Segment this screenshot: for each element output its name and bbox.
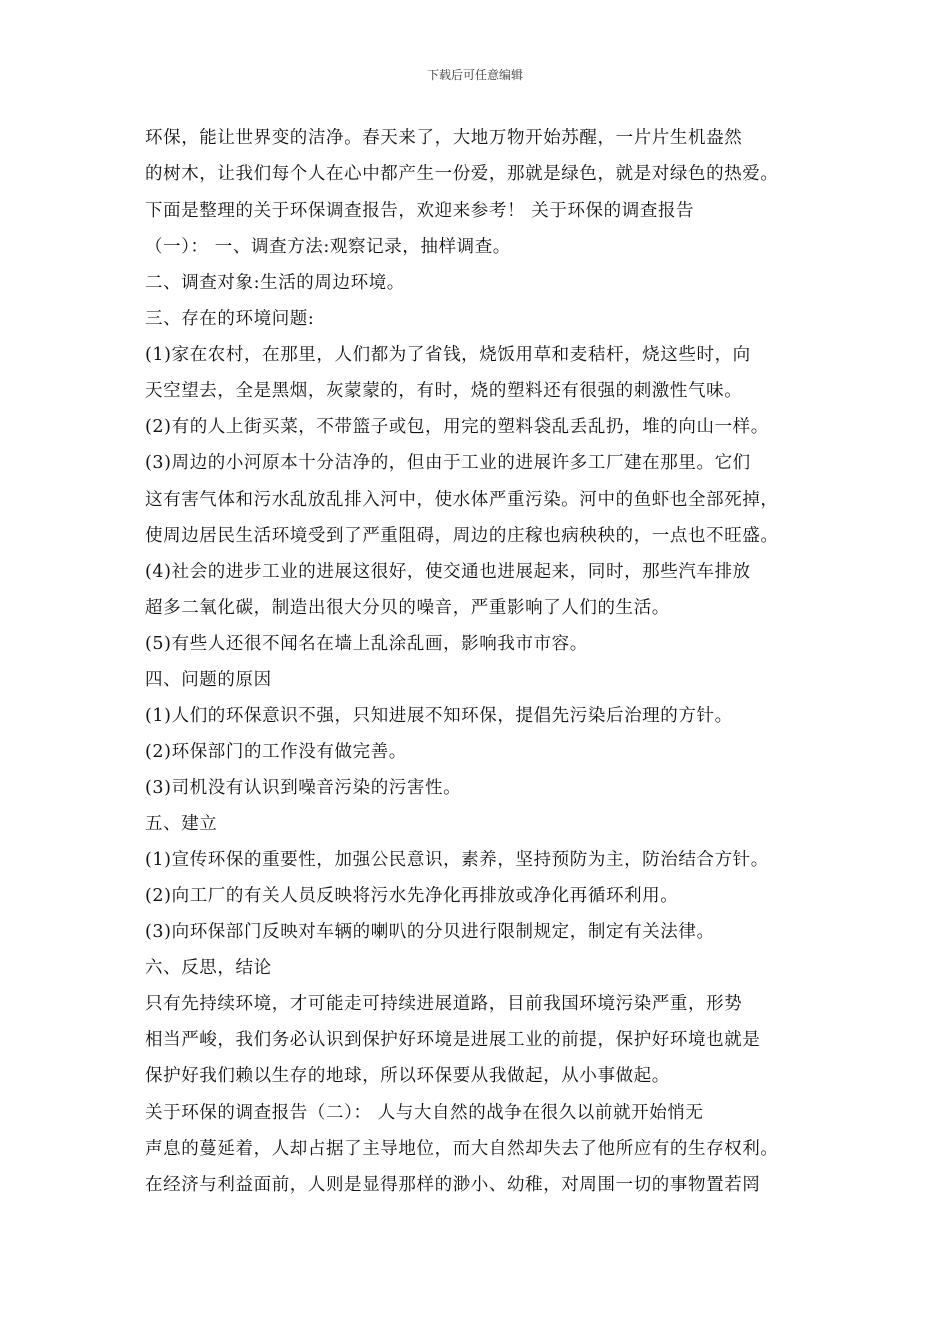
paragraph-line: 环保，能让世界变的洁净。春天来了，大地万物开始苏醒，一片片生机盎然: [145, 128, 743, 148]
paragraph-line: 天空望去，全是黑烟，灰蒙蒙的，有时，烧的塑料还有很强的刺激性气味。: [145, 381, 743, 401]
section-heading: 五、建立: [145, 814, 218, 834]
section-heading: 四、问题的原因: [145, 670, 272, 690]
paragraph-line: (5)有些人还很不闻名在墙上乱涂乱画，影响我市市容。: [145, 634, 588, 654]
paragraph-line: (2)环保部门的工作没有做完善。: [145, 742, 407, 762]
paragraph-line: (4)社会的进步工业的进展这很好，使交通也进展起来，同时，那些汽车排放: [145, 562, 751, 582]
paragraph-line: 下面是整理的关于环保调查报告，欢迎来参考！ 关于环保的调查报告: [145, 201, 695, 221]
paragraph-line: 在经济与利益面前，人则是显得那样的渺小、幼稚，对周围一切的事物置若罔: [145, 1175, 761, 1195]
paragraph-line: (2)向工厂的有关人员反映将污水先净化再排放或净化再循环利用。: [145, 886, 679, 906]
paragraph-line: 只有先持续环境，才可能走可持续进展道路，目前我国环境污染严重，形势: [145, 994, 743, 1014]
paragraph-line: (1)人们的环保意识不强，只知进展不知环保，提倡先污染后治理的方针。: [145, 706, 733, 726]
section-heading: 六、反思，结论: [145, 958, 272, 978]
paragraph-line: 的树木，让我们每个人在心中都产生一份爱，那就是绿色，就是对绿色的热爱。: [145, 164, 779, 184]
paragraph-line: (2)有的人上街买菜，不带篮子或包，用完的塑料袋乱丢乱扔，堆的向山一样。: [145, 417, 769, 437]
paragraph-line: 超多二氧化碳，制造出很大分贝的噪音，严重影响了人们的生活。: [145, 598, 670, 618]
paragraph-line: (3)司机没有认识到噪音污染的污害性。: [145, 778, 462, 798]
paragraph-line: 保护好我们赖以生存的地球，所以环保要从我做起，从小事做起。: [145, 1066, 670, 1086]
paragraph-line: 关于环保的调查报告（二）： 人与大自然的战争在很久以前就开始悄无: [145, 1103, 704, 1123]
paragraph-line: 相当严峻，我们务必认识到保护好环境是进展工业的前提，保护好环境也就是: [145, 1030, 761, 1050]
paragraph-line: 三、存在的环境问题:: [145, 309, 315, 329]
paragraph-line: (3)周边的小河原本十分洁净的，但由于工业的进展许多工厂建在那里。它们: [145, 453, 751, 473]
paragraph-line: (3)向环保部门反映对车辆的喇叭的分贝进行限制规定，制定有关法律。: [145, 922, 715, 942]
paragraph-line: 声息的蔓延着，人却占据了主导地位，而大自然却失去了他所应有的生存权利。: [145, 1139, 779, 1159]
page-header-note: 下载后可任意编辑: [426, 68, 523, 82]
paragraph-line: 二、调查对象:生活的周边环境。: [145, 273, 405, 293]
paragraph-line: 使周边居民生活环境受到了严重阻碍，周边的庄稼也病秧秧的，一点也不旺盛。: [145, 526, 779, 546]
paragraph-line: （一）： 一、调查方法:观察记录，抽样调查。: [145, 237, 511, 257]
paragraph-line: 这有害气体和污水乱放乱排入河中，使水体严重污染。河中的鱼虾也全部死掉，: [145, 490, 779, 510]
paragraph-line: (1)宣传环保的重要性，加强公民意识，素养，坚持预防为主，防治结合方针。: [145, 850, 769, 870]
paragraph-line: (1)家在农村，在那里，人们都为了省钱，烧饭用草和麦秸杆，烧这些时，向: [145, 345, 751, 365]
